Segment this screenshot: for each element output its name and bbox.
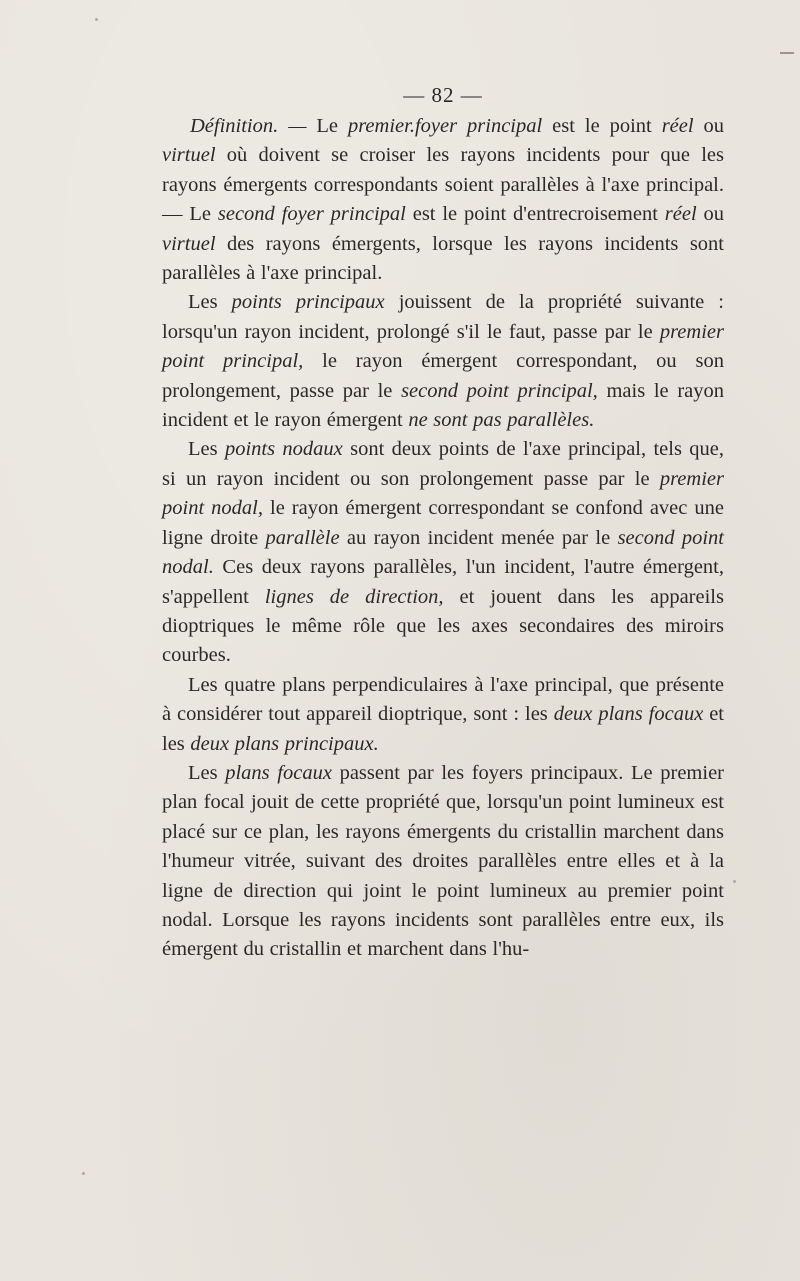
italic-text: points nodaux (224, 438, 343, 461)
paragraph (162, 759, 724, 965)
italic-text: points principaux (231, 291, 385, 314)
text-run: Ces deux rayons parallèles, l'un incident, l'autre émergent, s'appellent (162, 556, 724, 608)
paper-speck (95, 18, 98, 21)
italic-text: premier.foyer principal (347, 115, 543, 137)
italic-text: ne sont pas parallèles. (408, 409, 595, 432)
text-run: où doivent se croiser les rayons incidents pour que les rayons émergents correspondants soient parallèles à l'axe principal. — Le (162, 144, 724, 226)
text-run: au rayon incident menée par le (339, 526, 618, 549)
page-edge-mark (780, 52, 794, 54)
text-run: est le point (542, 115, 662, 137)
paragraph (162, 671, 724, 759)
text-run: Les (188, 761, 226, 784)
book-page (162, 80, 724, 965)
italic-text: Définition. — (190, 115, 317, 137)
italic-text: virtuel (162, 144, 216, 167)
text-run: Les (188, 438, 225, 461)
text-run: ou (693, 115, 725, 137)
text-run: Les (188, 291, 232, 314)
text-run: et les (162, 703, 725, 755)
paragraph (162, 288, 724, 435)
italic-text: réel (664, 203, 697, 226)
italic-text: second foyer principal (217, 203, 406, 226)
text-run: le rayon émergent correspondant se confond avec une ligne droite (162, 497, 724, 549)
body-text (162, 112, 724, 965)
italic-text: plans focaux (225, 761, 332, 784)
italic-text: second point nodal. (162, 526, 724, 579)
text-run: Les quatre plans perpendiculaires à l'axe principal, que présente à considérer tout appareil dioptrique, sont : les (162, 673, 724, 726)
text-run: ou (696, 203, 725, 226)
text-run: passent par les foyers principaux. Le premier plan focal jouit de cette propriété que, lorsqu'un point lumineux est placé sur ce plan, les rayons émergents du cristallin marchent dans l'humeur vitrée, suivant des droites parallèles entre elles et à la ligne de direction qui joint le point lumineux au premier point nodal. Lorsque les rayons incidents sont parallèles entre eux, ils émergent du cristallin et marchent dans l'hu- (162, 761, 724, 961)
text-run: des rayons émergents, lorsque les rayons incidents sont parallèles à l'axe principal. (162, 232, 724, 285)
italic-text: réel (661, 115, 694, 137)
italic-text: deux plans focaux (553, 703, 704, 726)
text-run: sont deux points de l'axe principal, tels que, si un rayon incident ou son prolongement passe par le (162, 438, 724, 490)
italic-text: lignes de direction, (264, 585, 444, 608)
paragraph (162, 112, 724, 288)
page-number: — 82 — (403, 83, 483, 107)
italic-text: premier point principal, (162, 320, 724, 373)
text-run: est le point d'entrecroisement (405, 203, 665, 226)
paper-speck (733, 880, 736, 883)
italic-text: virtuel (162, 232, 216, 255)
italic-text: parallèle (265, 526, 340, 549)
text-run: Le (316, 115, 348, 137)
italic-text: deux plans principaux. (190, 732, 379, 755)
text-run: le rayon émergent correspondant, ou son prolongement, passe par le (162, 350, 725, 402)
paragraph (162, 435, 724, 670)
text-run: jouissent de la propriété suivante : lorsqu'un rayon incident, prolongé s'il le faut, passe par le (162, 291, 724, 343)
paper-speck (82, 1172, 85, 1175)
text-run: et jouent dans les appareils dioptriques le même rôle que les axes secondaires des miroirs courbes. (162, 585, 724, 667)
italic-text: second point principal, (401, 379, 598, 402)
text-run: mais le rayon incident et le rayon émergent (162, 379, 724, 432)
italic-text: premier point nodal, (162, 467, 724, 520)
